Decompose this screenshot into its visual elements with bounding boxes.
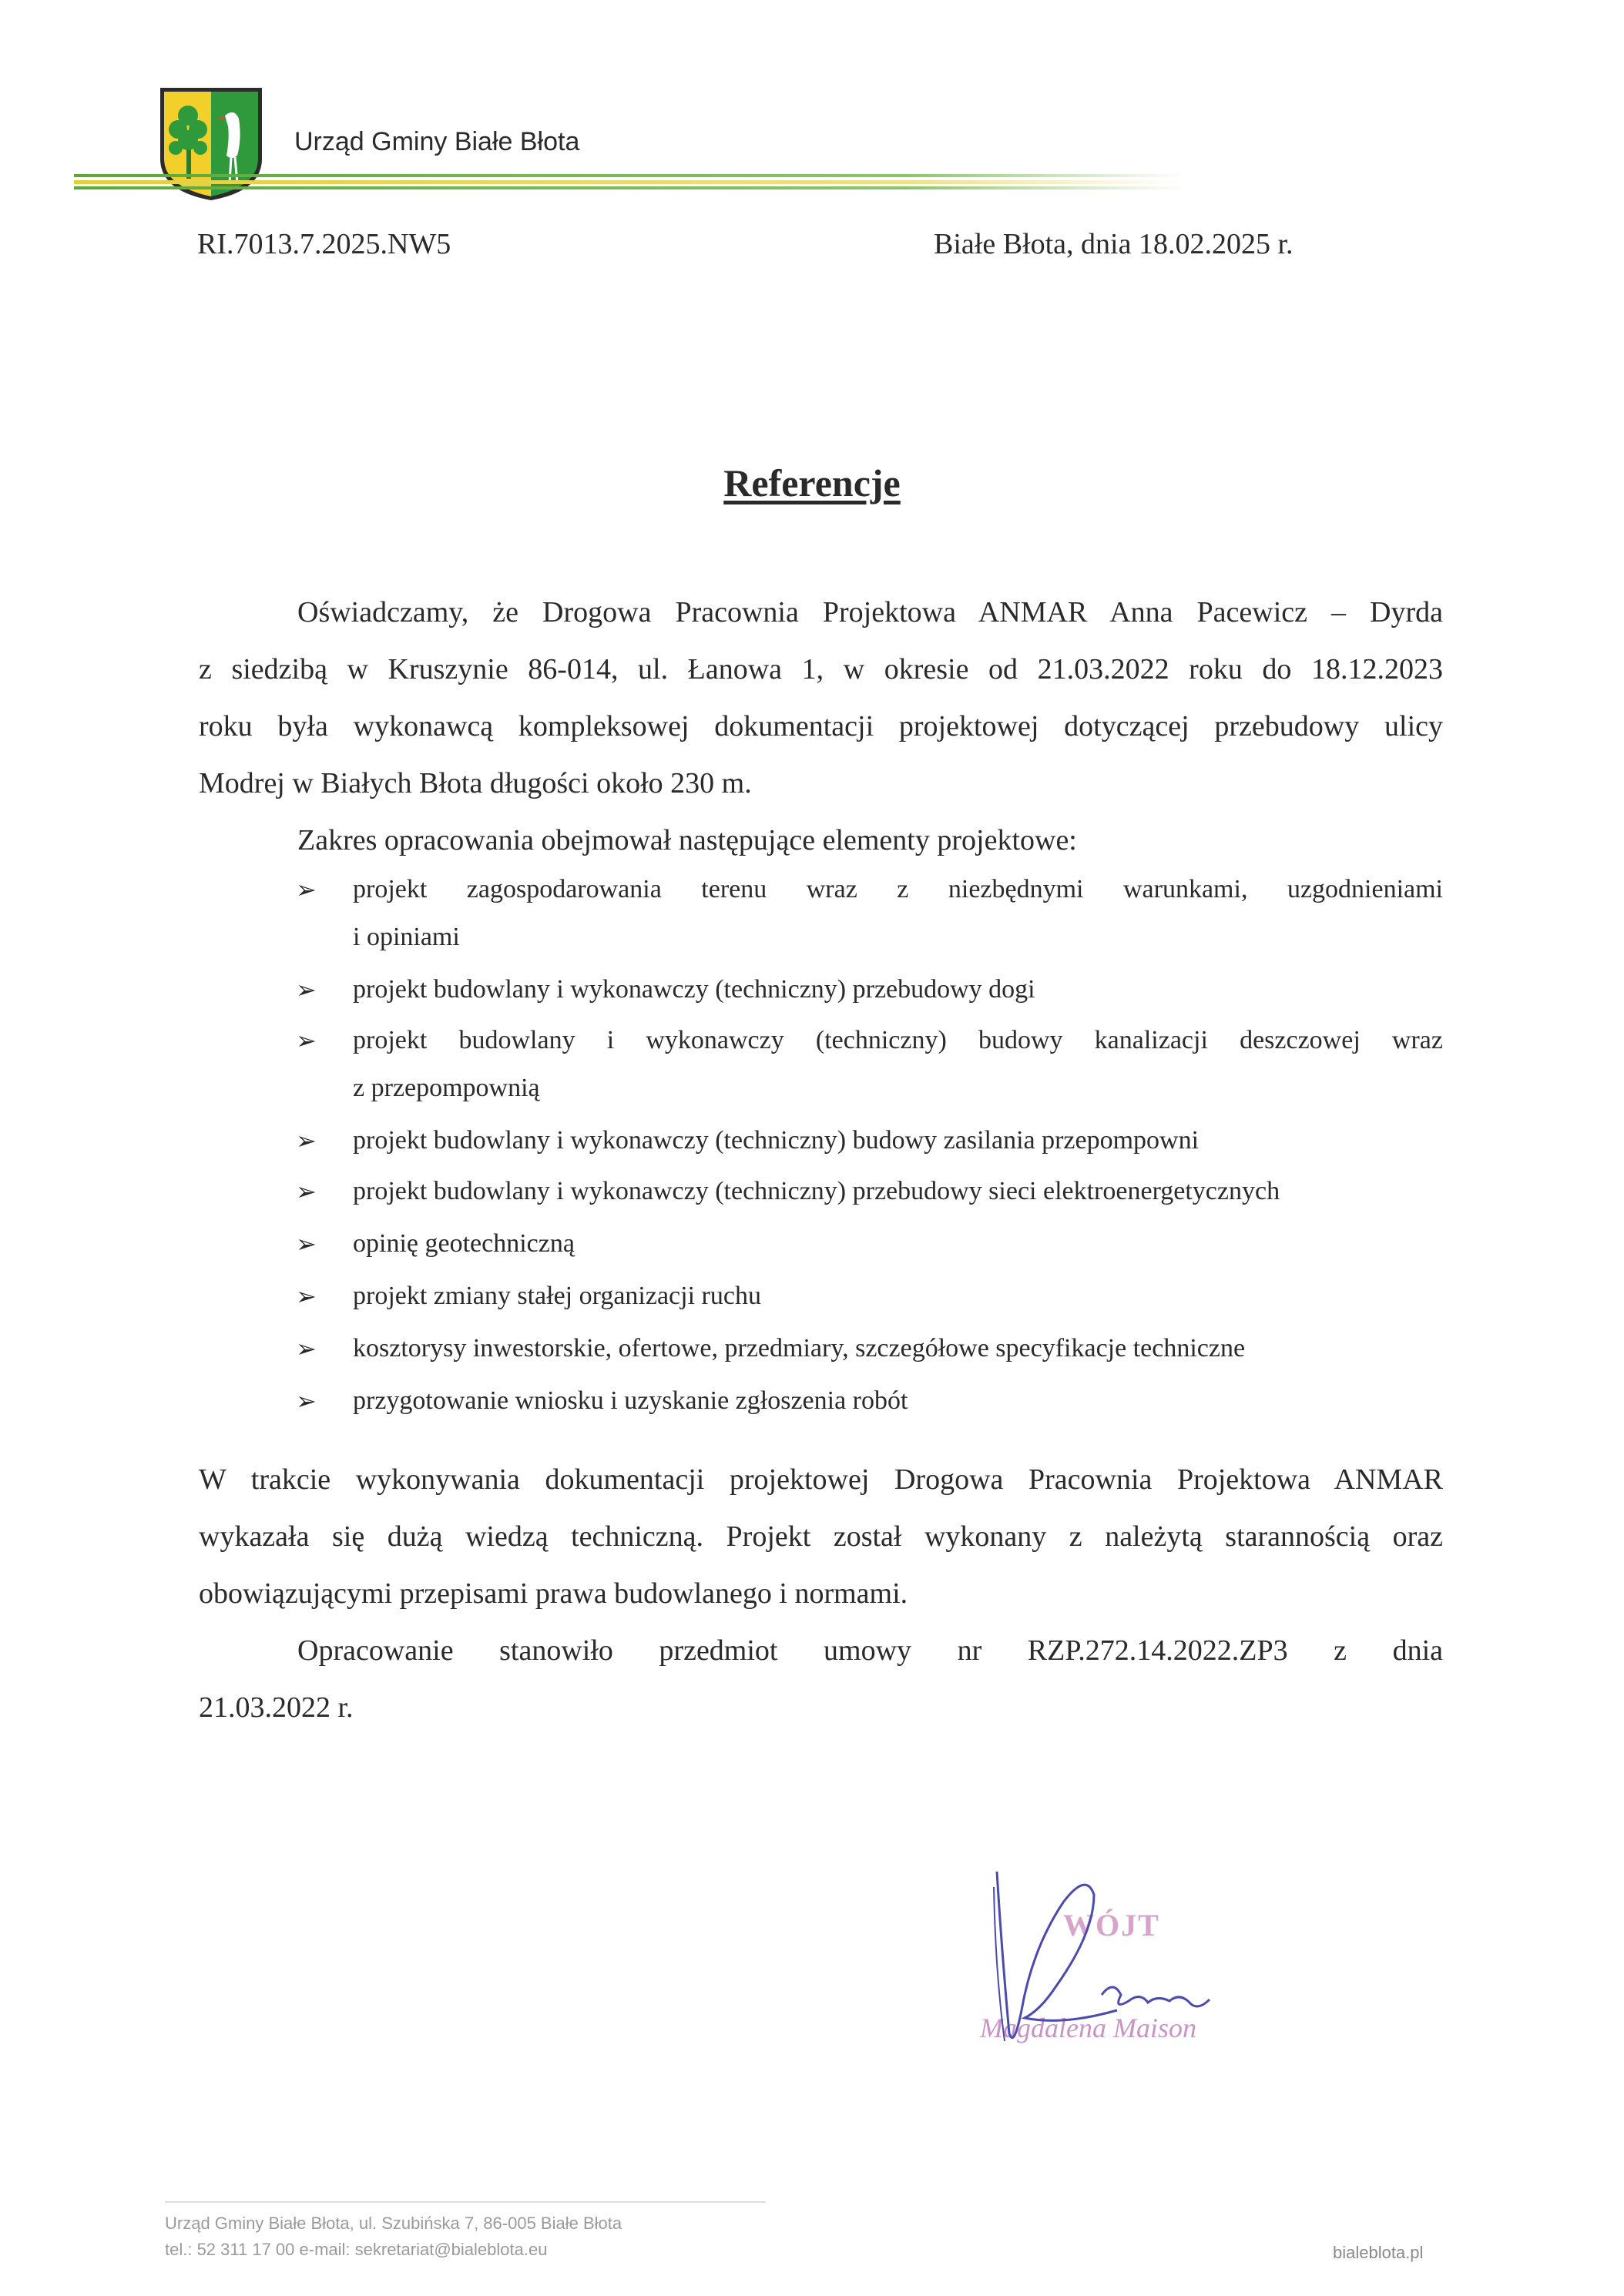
bullet-arrow-icon: ➢: [296, 1334, 317, 1363]
handwritten-signature-icon: [978, 1856, 1240, 2064]
document-title: Referencje: [723, 461, 901, 504]
footer-divider: [165, 2201, 766, 2203]
list-item: przygotowanie wniosku i uzyskanie zgłoszenia robót: [353, 1386, 908, 1415]
bullet-arrow-icon: ➢: [296, 975, 317, 1004]
stamp-name: Magdalena Maison: [980, 2013, 1196, 2043]
list-item-continuation: i opiniami: [353, 923, 460, 951]
list-item: projekt zmiany stałej organizacji ruchu: [353, 1282, 761, 1310]
bullet-arrow-icon: ➢: [296, 1126, 317, 1155]
list-item-continuation: z przepompownią: [353, 1074, 540, 1102]
contract-line: 21.03.2022 r.: [199, 1691, 354, 1724]
org-name: Urząd Gminy Białe Błota: [294, 127, 580, 156]
closing-line: wykazała się dużą wiedzą techniczną. Projekt został wykonany z należytą starannością oraz: [199, 1520, 1443, 1553]
contract-line: Opracowanie stanowiło przedmiot umowy nr RZP.272.14.2022.ZP3 z dnia: [297, 1634, 1443, 1667]
list-item: kosztorysy inwestorskie, ofertowe, przedmiary, szczegółowe specyfikacje techniczne: [353, 1334, 1246, 1363]
list-item: projekt budowlany i wykonawczy (techniczny) budowy zasilania przepompowni: [353, 1126, 1200, 1155]
header-divider: [74, 171, 1183, 194]
closing-line: obowiązującymi przepisami prawa budowlanego i normami.: [199, 1577, 908, 1610]
bullet-arrow-icon: ➢: [296, 1229, 317, 1259]
intro-line: z siedzibą w Kruszynie 86-014, ul. Łanowa 1, w okresie od 21.03.2022 roku do 18.12.2023: [199, 653, 1443, 685]
bullet-arrow-icon: ➢: [296, 1282, 317, 1311]
list-item: projekt budowlany i wykonawczy (techniczny) przebudowy dogi: [353, 975, 1035, 1004]
list-item: projekt zagospodarowania terenu wraz z niezbędnymi warunkami, uzgodnieniami: [353, 875, 1443, 903]
bullet-arrow-icon: ➢: [296, 1386, 317, 1416]
intro-line: roku była wykonawcą kompleksowej dokumentacji projektowej dotyczącej przebudowy ulicy: [199, 710, 1443, 742]
bullet-arrow-icon: ➢: [296, 875, 317, 904]
list-item: projekt budowlany i wykonawczy (techniczny) przebudowy sieci elektroenergetycznych: [353, 1177, 1280, 1205]
place-and-date: Białe Błota, dnia 18.02.2025 r.: [934, 228, 1293, 260]
list-item: opinię geotechniczną: [353, 1229, 575, 1258]
footer-website: bialeblota.pl: [1333, 2243, 1424, 2262]
scope-intro: Zakres opracowania obejmował następujące elementy projektowe:: [297, 824, 1077, 856]
footer-contact: tel.: 52 311 17 00 e-mail: sekretariat@bialeblota.eu: [165, 2240, 548, 2259]
closing-line: W trakcie wykonywania dokumentacji projektowej Drogowa Pracownia Projektowa ANMAR: [199, 1463, 1443, 1496]
bullet-arrow-icon: ➢: [296, 1026, 317, 1055]
list-item: projekt budowlany i wykonawczy (techniczny) budowy kanalizacji deszczowej wraz: [353, 1026, 1443, 1054]
reference-number: RI.7013.7.2025.NW5: [197, 228, 451, 260]
stamp-title: WÓJT: [1063, 1908, 1160, 1942]
intro-line: Modrej w Białych Błota długości około 230 m.: [199, 767, 752, 799]
footer-address: Urząd Gminy Białe Błota, ul. Szubińska 7, 86-005 Białe Błota: [165, 2214, 622, 2233]
bullet-arrow-icon: ➢: [296, 1177, 317, 1206]
intro-line: Oświadczamy, że Drogowa Pracownia Projektowa ANMAR Anna Pacewicz – Dyrda: [297, 596, 1443, 628]
